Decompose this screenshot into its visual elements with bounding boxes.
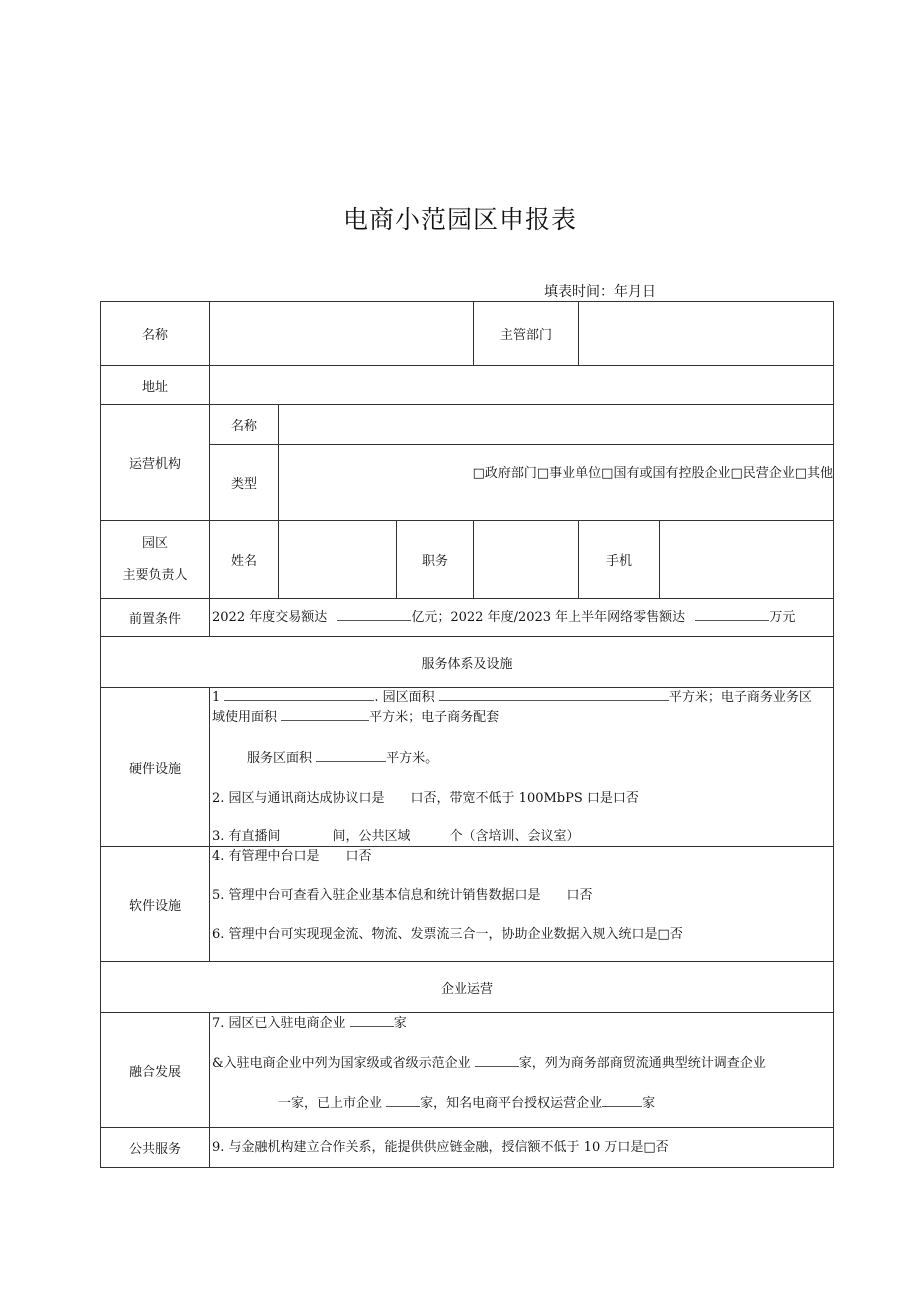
operator-type-options[interactable]: □政府部门□事业单位□国有或国有控股企业□民营企业□其他 (279, 445, 834, 521)
page-title: 电商小范园区申报表 (342, 205, 577, 234)
item1-number: 1 (212, 690, 221, 705)
operator-label: 运营机构 (101, 405, 210, 521)
item7-blank[interactable] (350, 1013, 394, 1027)
name-label: 名称 (101, 302, 210, 366)
public-service-label: 公共服务 (101, 1128, 210, 1168)
ecommerce-area-unit: 平方米；电子商务配套 (369, 710, 500, 725)
ecommerce-area-label: 域使用面积 (212, 710, 278, 725)
section-service-title: 服务体系及设施 (101, 637, 834, 688)
dept-field[interactable] (579, 302, 834, 366)
item9-finance[interactable]: 9. 与金融机构建立合作关系，能提供供应链金融，授信额不低于 10 万口是□否 (210, 1128, 834, 1168)
leader-label (101, 521, 210, 599)
hardware-label: 硬件设施 (101, 688, 210, 847)
leader-phone-field[interactable] (660, 521, 834, 599)
item6-three-in-one[interactable]: 6. 管理中台可实现现金流、物流、发票流三合一，协助企业数据入规入统口是□否 (212, 927, 683, 942)
leader-phone-label: 手机 (579, 521, 660, 599)
precondition-label: 前置条件 (101, 599, 210, 637)
ecommerce-area-blank[interactable] (281, 707, 369, 721)
leader-name-label: 姓名 (210, 521, 279, 599)
item8-text-b: 家，列为商务部商贸流通典型统计调查企业 (518, 1056, 766, 1071)
item8-label: &入驻电商企业中列为国家级或省级示范企业 (212, 1056, 471, 1071)
item8-text-e: 家 (642, 1096, 656, 1111)
listed-enterprise-blank[interactable] (386, 1093, 420, 1107)
service-area-label: 服务区面积 (247, 751, 313, 766)
software-label: 软件设施 (101, 847, 210, 962)
operator-name-label: 名称 (210, 405, 279, 445)
application-form (100, 301, 834, 1168)
operator-type-label: 类型 (210, 445, 279, 521)
leader-position-field[interactable] (474, 521, 579, 599)
item2-network[interactable]: 2. 园区与通讯商达成协议口是 口否，带宽不低于 100MbPS 口是口否 (212, 791, 639, 806)
integration-label: 融合发展 (101, 1013, 210, 1128)
software-content (210, 847, 834, 962)
leader-label-line1: 园区 (141, 535, 168, 551)
authorized-operator-blank[interactable] (602, 1093, 642, 1107)
hardware-content (210, 688, 834, 847)
leader-label-line2: 主要负责人 (122, 567, 188, 583)
park-area-label: . 园区面积 (374, 690, 435, 705)
item5-data-view[interactable]: 5. 管理中台可查看入驻企业基本信息和统计销售数据口是 口否 (212, 888, 593, 903)
precondition-text-3: 万元 (769, 610, 796, 625)
retail-volume-blank[interactable] (695, 607, 769, 621)
fill-date: 填表时间：年月日 (544, 284, 656, 300)
address-field[interactable] (210, 366, 834, 405)
item7-unit: 家 (393, 1016, 407, 1031)
park-area-unit: 平方米；电子商务业务区 (668, 690, 812, 705)
item8-text-d: 家，知名电商平台授权运营企业 (420, 1096, 603, 1111)
park-area-blank[interactable] (439, 687, 669, 701)
address-label: 地址 (101, 366, 210, 405)
precondition-content (210, 599, 834, 637)
section-enterprise-title: 企业运营 (101, 962, 834, 1013)
operator-name-field[interactable] (279, 405, 834, 445)
name-field[interactable] (210, 302, 474, 366)
item8-text-c: 一家，已上市企业 (278, 1096, 383, 1111)
item4-platform[interactable]: 4. 有管理中台口是 口否 (212, 849, 372, 864)
leader-name-field[interactable] (279, 521, 397, 599)
service-area-unit: 平方米。 (386, 751, 439, 766)
item1-blank[interactable] (224, 687, 374, 701)
precondition-text-2: 亿元；2022 年度/2023 年上半年网络零售额达 (411, 610, 686, 625)
dept-label: 主管部门 (474, 302, 579, 366)
integration-content (210, 1013, 834, 1128)
service-area-blank[interactable] (316, 748, 386, 762)
transaction-volume-blank[interactable] (337, 607, 411, 621)
item7-label: 7. 园区已入驻电商企业 (212, 1016, 346, 1031)
demo-enterprise-blank[interactable] (475, 1053, 519, 1067)
precondition-text-1: 2022 年度交易额达 (212, 610, 328, 625)
item3-livestream[interactable]: 3. 有直播间 间，公共区域 个（含培训、会议室） (212, 829, 580, 844)
leader-position-label: 职务 (397, 521, 474, 599)
